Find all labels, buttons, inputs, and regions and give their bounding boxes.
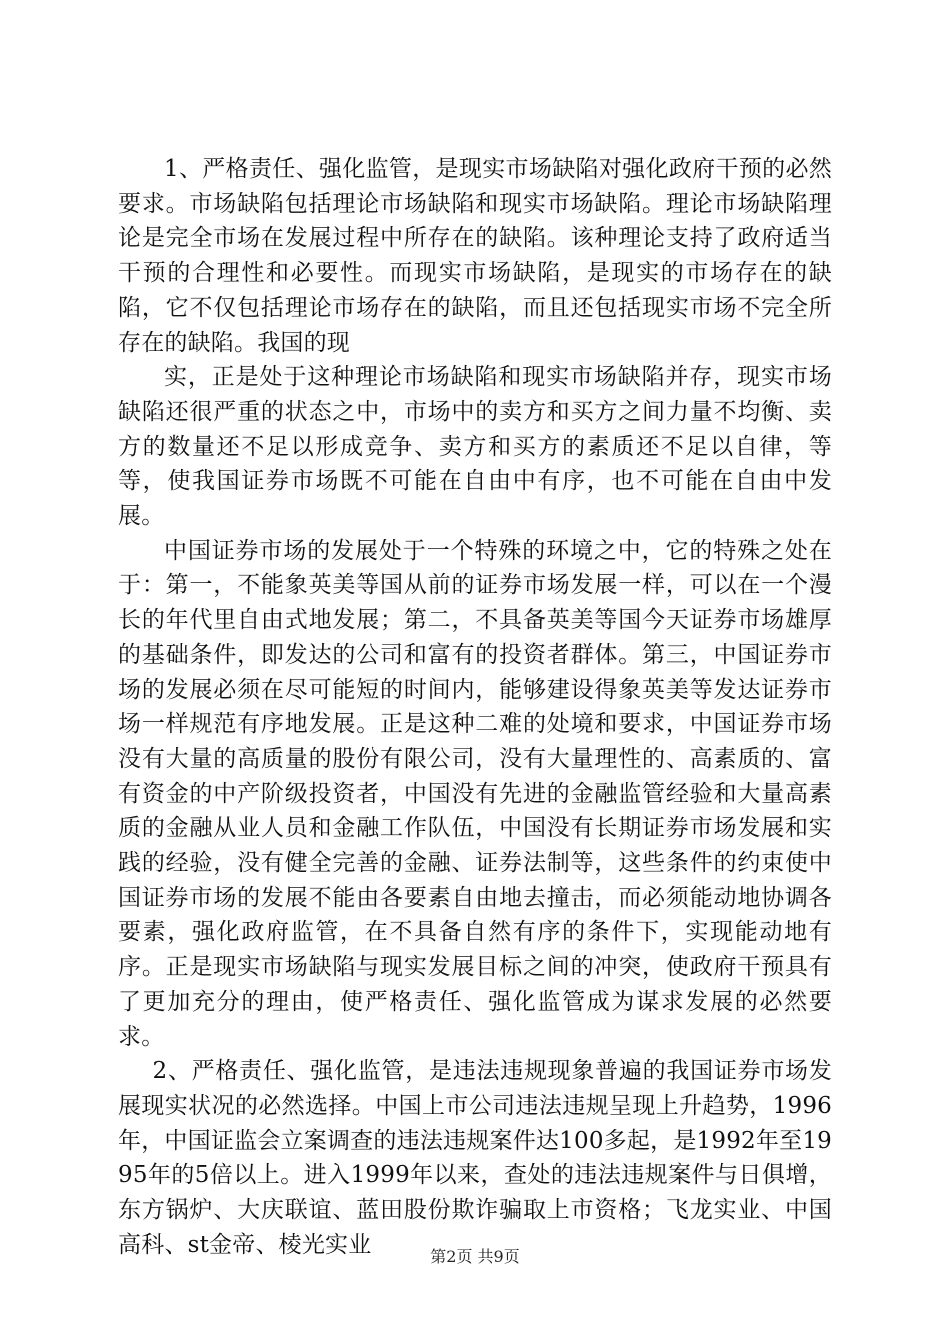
page-number-footer: 第2页 共9页	[430, 1247, 520, 1266]
paragraph-4: 2、严格责任、强化监管，是违法违规现象普遍的我国证券市场发展现实状况的必然选择。中国上市公司违法违规呈现上升趋势，1996年，中国证监会立案调查的违法违规案件达100多起，是1992年至1995年的5倍以上。进入1999年以来，查处的违法违规案件与日俱增，东方锅炉、大庆联谊、蓝田股份欺诈骗取上市资格；飞龙实业、中国高科、st金帝、棱光实业	[118, 1058, 832, 1258]
paragraph-1: 1、严格责任、强化监管，是现实市场缺陷对强化政府干预的必然要求。市场缺陷包括理论市场缺陷和现实市场缺陷。理论市场缺陷理论是完全市场在发展过程中所存在的缺陷。该种理论支持了政府适当干预的合理性和必要性。而现实市场缺陷，是现实的市场存在的缺陷，它不仅包括理论市场存在的缺陷，而且还包括现实市场不完全所存在的缺陷。我国的现	[118, 156, 832, 356]
body-text	[118, 152, 832, 1263]
paragraph-3: 中国证券市场的发展处于一个特殊的环境之中，它的特殊之处在于：第一，不能象英美等国从前的证券市场发展一样，可以在一个漫长的年代里自由式地发展；第二，不具备英美等国今天证券市场雄厚的基础条件，即发达的公司和富有的投资者群体。第三，中国证券市场的发展必须在尽可能短的时间内，能够建设得象英美等发达证券市场一样规范有序地发展。正是这种二难的处境和要求，中国证券市场没有大量的高质量的股份有限公司，没有大量理性的、高素质的、富有资金的中产阶级投资者，中国没有先进的金融监管经验和大量高素质的金融从业人员和金融工作队伍，中国没有长期证券市场发展和实践的经验，没有健全完善的金融、证券法制等，这些条件的约束使中国证券市场的发展不能由各要素自由地去撞击，而必须能动地协调各要素，强化政府监管，在不具备自然有序的条件下，实现能动地有序。正是现实市场缺陷与现实发展目标之间的冲突，使政府干预具有了更加充分的理由，使严格责任、强化监管成为谋求发展的必然要求。	[118, 537, 832, 1050]
paragraph-2: 实，正是处于这种理论市场缺陷和现实市场缺陷并存，现实市场缺陷还很严重的状态之中，市场中的卖方和买方之间力量不均衡、卖方的数量还不足以形成竞争、卖方和买方的素质还不足以自律，等等，使我国证券市场既不可能在自由中有序，也不可能在自由中发展。	[118, 364, 832, 530]
